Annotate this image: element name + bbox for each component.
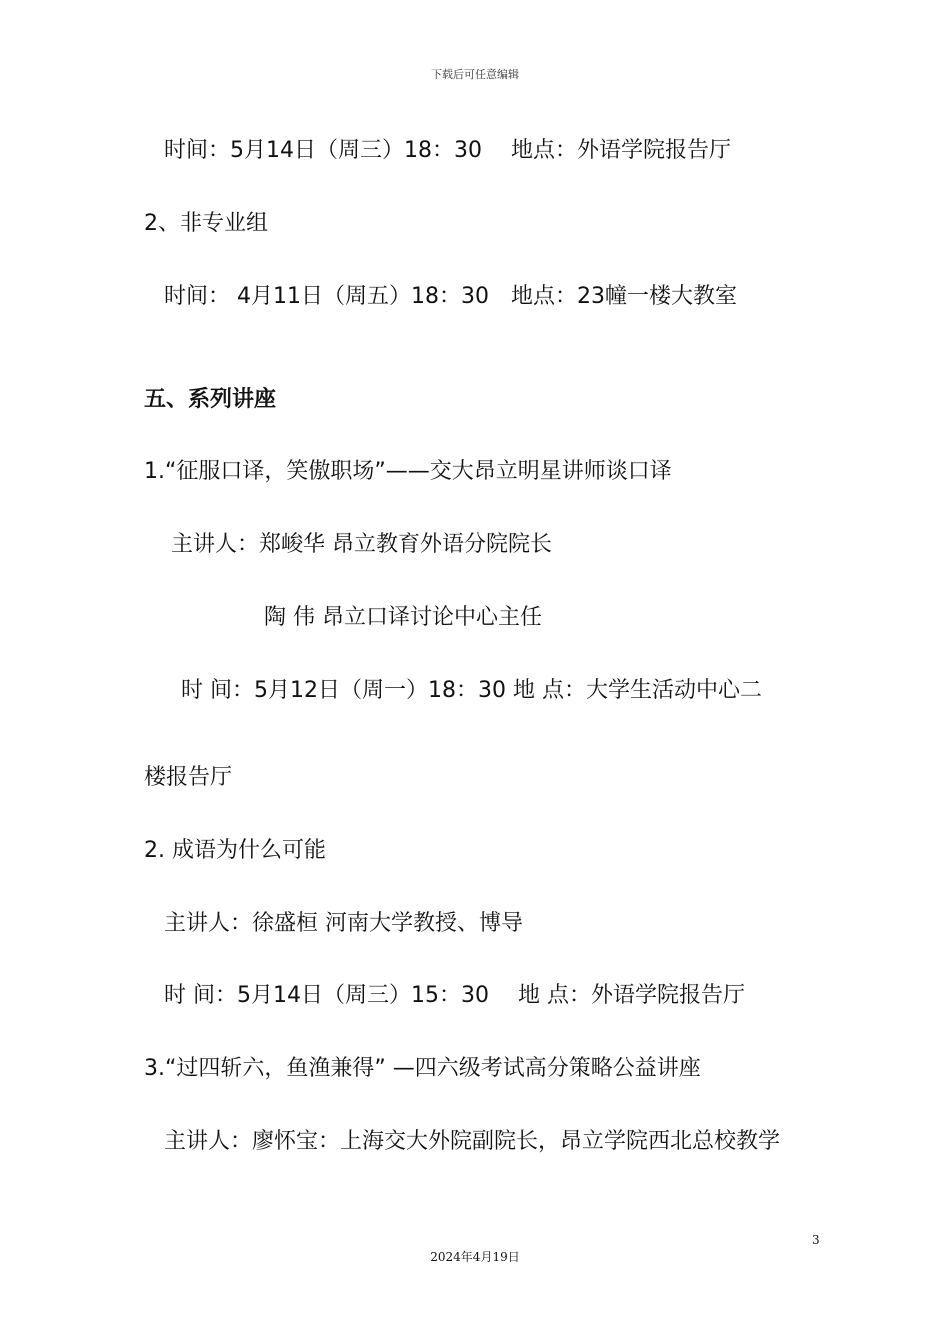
text-line-nonprofessional-group: 2、非专业组 (144, 211, 268, 236)
lecture-1-time-location: 时 间：5月12日（周一）18：30 地 点：大学生活动中心二 (181, 678, 762, 703)
lecture-2-speaker: 主讲人：徐盛桓 河南大学教授、博导 (164, 911, 523, 936)
lecture-1-speaker-1: 主讲人：郑峻华 昂立教育外语分院院长 (171, 532, 552, 557)
lecture-2-title: 2. 成语为什么可能 (144, 838, 326, 863)
lecture-3-title: 3.“过四斩六，鱼渔兼得” —四六级考试高分策略公益讲座 (144, 1056, 701, 1081)
header-note: 下载后可任意编辑 (431, 68, 519, 81)
lecture-1-title: 1.“征服口译，笑傲职场”——交大昂立明星讲师谈口译 (144, 459, 672, 484)
page-number: 3 (812, 1233, 820, 1247)
section-heading-lectures: 五、系列讲座 (144, 387, 277, 412)
lecture-1-speaker-2: 陶 伟 昂立口译讨论中心主任 (264, 605, 542, 630)
lecture-2-time-location: 时 间：5月14日（周三）15：30 地 点：外语学院报告厅 (164, 983, 745, 1008)
text-line-time-location-1: 时间：5月14日（周三）18：30 地点：外语学院报告厅 (164, 138, 731, 163)
text-line-time-location-2: 时间： 4月11日（周五）18：30 地点：23幢一楼大教室 (164, 284, 737, 309)
footer-date: 2024年4月19日 (430, 1250, 520, 1264)
lecture-1-location-continued: 楼报告厅 (144, 765, 233, 790)
lecture-3-speaker: 主讲人：廖怀宝：上海交大外院副院长，昂立学院西北总校教学 (164, 1129, 781, 1154)
